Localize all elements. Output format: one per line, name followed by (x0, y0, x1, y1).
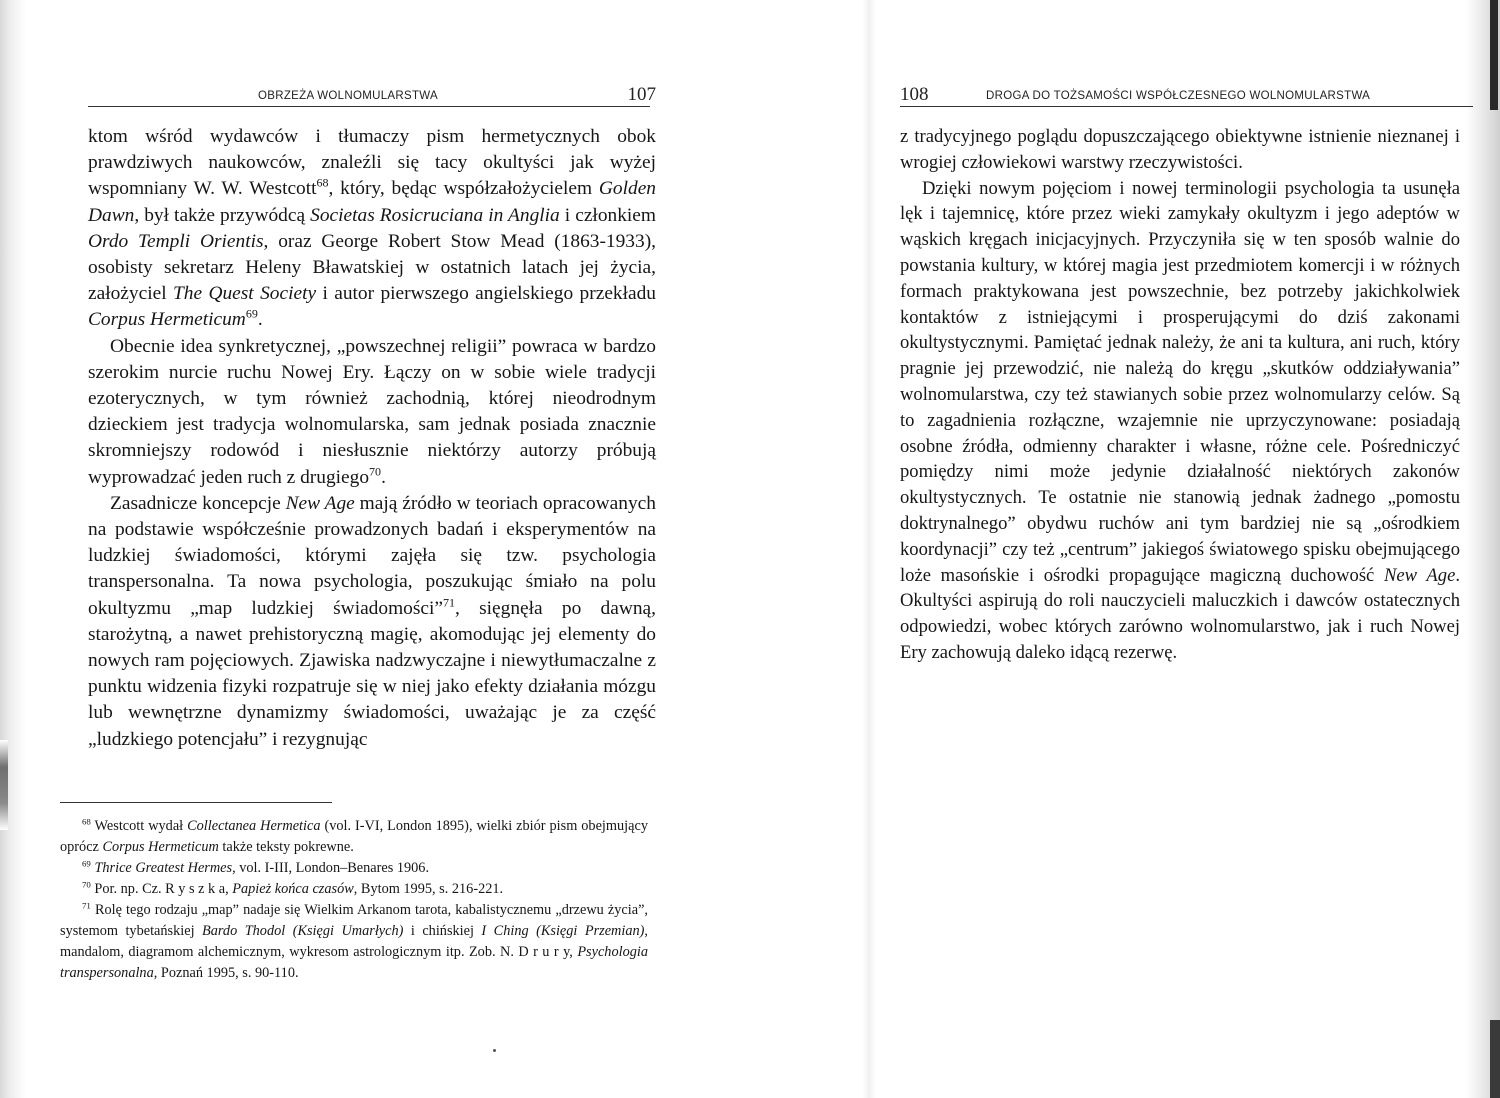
text-run: . Okultyści aspirują do roli nauczycieli maluczkich i dawców ostatecznych odpowiedzi, wobec których zarówno wolnomularstwo, jak i ruch Nowej Ery zachowują daleko idącą rezerwę. (900, 564, 1460, 663)
italic-title: Thrice Greatest Hermes (94, 860, 233, 876)
text-run: Obecnie idea synkretycznej, „powszechnej religii” powraca w bardzo szerokim nurcie ruchu Nowej Ery. Łączy on w sobie wiele tradycji ezoterycznych, w tym również zachodnią, której nieodrodnym dzieckiem jest tradycja wolnomularska, sam jednak posiada znacznie skromniejszy rodowód i niesłusznie niektórzy autorzy próbują wyprowadzać jeden ruch z drugiego (88, 335, 656, 488)
running-head-left (88, 80, 662, 106)
paragraph (900, 176, 1460, 666)
main-text-left (88, 124, 656, 753)
text-run: Dzięki nowym pojęciom i nowej terminologii psychologia ta usunęła lęk i tajemnicę, które przez wieki zamykały okultyzm i jego adeptów w wąskich kręgach inicjacyjnych. Przyczyniła się w ten sposób walnie do powstania kultury, w której magia jest przedmiotem komercji i w różnych formach praktykowana jest powszechnie, bez potrzeby jakichkolwiek kontaktów z istniejącymi i prosperującymi do dziś zakonami okultystycznymi. Pamiętać jednak należy, że ani ta kultura, ani ruch, który pragnie jej przewodzić, nie należą do kręgu „skutków oddziaływania” wolnomularstwa, czy też stawianych sobie przez wolnomularzy celów. Są to zagadnienia rozłączne, wzajemnie nie uprzyczynowane: posiadają osobne źródła, odmienny charakter i własne, różne cele. Pośredniczyć pomiędzy nimi może jedynie działalność niektórych zakonów okultystycznych. Te ostatnie nie stanowią jednak żadnego „pomostu doktrynalnego” obydwu ruchów ani tym bardziej nie są „ośrodkiem koordynacji” czy też „centrum” jakiegoś światowego spisku obejmującego loże masońskie i ośrodki propagujące magiczną duchowość (900, 177, 1460, 586)
footnote-68 (60, 816, 648, 858)
footnote-number: 71 (82, 900, 91, 911)
paragraph (88, 124, 656, 334)
footnote-71 (60, 900, 648, 984)
italic-title: The Quest Society (172, 283, 317, 305)
text-run: , który, będąc współzałożycielem (328, 178, 599, 200)
header-rule (88, 106, 650, 107)
book-gutter (862, 0, 876, 1098)
text-run: (vol. I-VI, London 1895), wielki zbiór pism obejmujący oprócz (60, 818, 648, 855)
paragraph (88, 334, 656, 491)
italic-title: Societas Rosicruciana in Anglia (310, 204, 560, 226)
text-run: Por. np. Cz. R y s z k a, (90, 881, 233, 897)
running-head-right (900, 80, 1473, 106)
footnote-ref[interactable]: 68 (316, 175, 329, 190)
scan-shadow-mark (0, 740, 8, 830)
text-run: i chińskiej (403, 923, 482, 939)
footnote-70 (60, 879, 648, 900)
scan-dark-bar-top (1490, 0, 1498, 110)
footnote-number: 69 (82, 858, 91, 869)
paragraph: z tradycyjnego poglądu dopuszczającego obiektywne istnienie nieznanej i wrogiej człowiekowi warstwy rzeczywistości. (900, 126, 1460, 173)
right-page (900, 0, 1473, 1098)
text-run: . (257, 309, 263, 331)
italic-title: Corpus Hermeticum (102, 839, 219, 855)
footnote-69 (60, 858, 648, 879)
footnote-ref[interactable]: 71 (443, 595, 456, 610)
italic-term: New Age (1384, 564, 1456, 586)
text-run: , sięgnęła po dawną, starożytną, a nawet prehistoryczną magię, akomodując jej elementy do nowych ram pojęciowych. Zjawiska nadzwyczajne i niewytłumaczalne z punktu widzenia fizyki rozpatruje się w niej jako efekty działania mózgu lub wewnętrzne dynamizmy świadomości, uważając je za część „ludzkiego potencjału” i rezygnując (88, 597, 656, 750)
left-page (60, 0, 662, 1098)
text-run: ktom wśród wydawców i tłumaczy pism hermetycznych obok prawdziwych naukowców, znaleźli się tacy okultyści jak wyżej wspomniany W. W. Westcott (88, 126, 656, 200)
footnote-ref[interactable]: 69 (245, 306, 258, 321)
scan-dark-bar-bottom (1490, 1020, 1500, 1098)
paragraph (88, 491, 656, 753)
footnote-number: 70 (82, 879, 91, 890)
italic-title: Collectanea Hermetica (187, 818, 321, 834)
italic-term: New Age (285, 492, 355, 514)
footnote-rule (60, 802, 332, 803)
text-run: mają źródło w teoriach opracowanych na podstawie współcześnie prowadzonych badań i eksperymentów na ludzkiej świadomości, którymi zajęła się tzw. psychologia transpersonalna. Ta nowa psychologia, poszukując śmiało na polu okultyzmu „map ludzkiej świadomości” (88, 492, 656, 619)
text-run: , Bytom 1995, s. 216-221. (353, 881, 504, 897)
footnote-ref[interactable]: 70 (369, 464, 382, 479)
text-run: Rolę tego rodzaju „map” nadaje się Wielkim Arkanom tarota, kabalistycznemu „drzewu życia”, systemom tybetańskiej (60, 902, 648, 939)
running-head-title: OBRZEŻA WOLNOMULARSTWA (258, 90, 438, 102)
header-rule (900, 106, 1473, 107)
text-run: . (381, 466, 386, 488)
italic-title: Golden Dawn (88, 178, 656, 226)
footnote-number: 68 (82, 816, 91, 827)
italic-title: Ordo Templi Orientis (88, 230, 264, 252)
italic-title: Psychologia transpersonalna (60, 944, 648, 981)
text-run: , Poznań 1995, s. 90-110. (153, 965, 299, 981)
text-run: i autor pierwszego angielskiego przekładu (316, 283, 656, 305)
page-number: 108 (900, 84, 929, 105)
text-run: i członkiem (559, 204, 656, 226)
scan-edge-left (0, 0, 26, 1098)
main-text-right (900, 124, 1460, 666)
footnotes (60, 816, 648, 984)
italic-title: Corpus Hermeticum (88, 309, 246, 331)
scan-speck (493, 1049, 496, 1052)
italic-title: I Ching (Księgi Przemian) (481, 923, 645, 939)
text-run: także teksty pokrewne. (218, 839, 354, 855)
text-run: Westcott wydał (90, 818, 188, 834)
page-number: 107 (627, 84, 656, 105)
text-run: , oraz George Robert Stow Mead (1863-1933), osobisty sekretarz Heleny Bławatskiej w ostatnich latach jej życia, założyciel (88, 230, 657, 305)
text-run: , vol. I-III, London–Benares 1906. (232, 860, 430, 876)
running-head-title: DROGA DO TOŻSAMOŚCI WSPÓŁCZESNEGO WOLNOMULARSTWA (986, 90, 1371, 102)
text-run: , mandalom, diagramom alchemicznym, wykresom astrologicznym itp. Zob. N. D r u r y, (60, 923, 648, 960)
text-run: , był także przywódcą (134, 204, 311, 226)
italic-title: Papież końca czasów (232, 881, 354, 897)
text-run: Zasadnicze koncepcje (110, 492, 286, 514)
italic-title: Bardo Thodol (Księgi Umarłych) (202, 923, 404, 939)
